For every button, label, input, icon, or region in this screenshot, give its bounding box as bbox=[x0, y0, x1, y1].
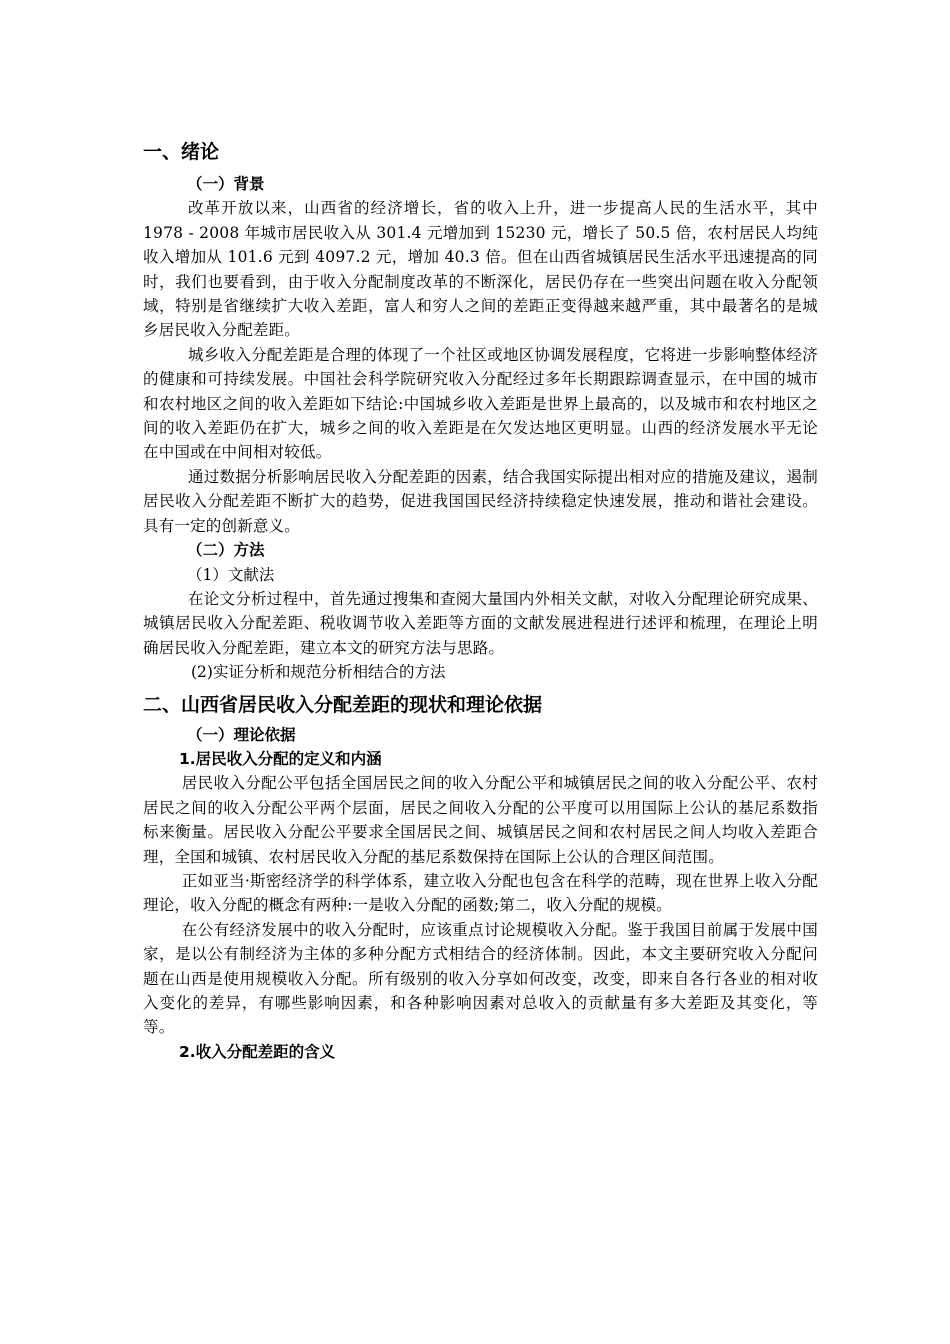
paragraph-background-1: 改革开放以来，山西省的经济增长，省的收入上升，进一步提高人民的生活水平，其中 1978 - 2008 年城市居民收入从 301.4 元增加到 15230 元，增长了 50.5 倍，农村居民人均纯收入增加从 101.6 元到 4097.2 元，增加 40.3 倍。但在山西省城镇居民生活水平迅速提高的同时，我们也要看到，由于收入分配制度改革的不断深化，居民仍存在一些突出问题在收入分配领域，特别是省继续扩大收入差距，富人和穷人之间的差距正变得越来越严重，其中最著名的是城乡居民收入分配差距。 bbox=[143, 199, 818, 340]
item-heading-gap-meaning: 2.收入分配差距的含义 bbox=[179, 1042, 336, 1061]
paragraph-theory-1: 居民收入分配公平包括全国居民之间的收入分配公平和城镇居民之间的收入分配公平、农村居民之间的收入分配公平两个层面，居民之间收入分配的公平度可以用国际上公认的基尼系数指标来衡量。居民收入分配公平要求全国居民之间、城镇居民之间和农村居民之间人均收入差距合理，全国和城镇、农村居民收入分配的基尼系数保持在国际上公认的合理区间范围。 bbox=[143, 774, 818, 866]
paragraph-background-3: 通过数据分析影响居民收入分配差距的因素，结合我国实际提出相对应的措施及建议，遏制居民收入分配差距不断扩大的趋势，促进我国国民经济持续稳定快速发展，推动和谐社会建设。具有一定的创新意义。 bbox=[143, 467, 818, 535]
section-heading-introduction: 一、绪论 bbox=[143, 141, 220, 163]
document-body bbox=[143, 138, 818, 1064]
section-heading-status-theory: 二、山西省居民收入分配差距的现状和理论依据 bbox=[143, 693, 543, 716]
paragraph-theory-2: 正如亚当·斯密经济学的科学体系，建立收入分配也包含在科学的范畴，现在世界上收入分配理论，收入分配的概念有两种:一是收入分配的函数;第二，收入分配的规模。 bbox=[143, 871, 818, 915]
paragraph-method-literature: 在论文分析过程中，首先通过搜集和查阅大量国内外相关文献，对收入分配理论研究成果、城镇居民收入分配差距、税收调节收入差距等方面的文献发展进程进行述评和梳理，在理论上明确居民收入分配差距，建立本文的研究方法与思路。 bbox=[143, 589, 818, 657]
paragraph-background-2: 城乡收入分配差距是合理的体现了一个社区或地区协调发展程度，它将进一步影响整体经济的健康和可持续发展。中国社会科学院研究收入分配经过多年长期跟踪调查显示，在中国的城市和农村地区之间的收入差距如下结论:中国城乡收入差距是世界上最高的，以及城市和农村地区之间的收入差距仍在扩大，城乡之间的收入差距是在欠发达地区更明显。山西的经济发展水平无论在中国或在中间相对较低。 bbox=[143, 345, 818, 462]
method-literature-label: （1）文献法 bbox=[187, 565, 275, 584]
paragraph-theory-3: 在公有经济发展中的收入分配时，应该重点讨论规模收入分配。鉴于我国目前属于发展中国家，是以公有制经济为主体的多种分配方式相结合的经济体制。因此，本文主要研究收入分配问题在山西是使用规模收入分配。所有级别的收入分享如何改变，改变，即来自各行各业的相对收入变化的差异，有哪些影响因素，和各种影响因素对总收入的贡献量有多大差距及其变化，等等。 bbox=[143, 920, 818, 1037]
item-heading-definition: 1.居民收入分配的定义和内涵 bbox=[179, 749, 382, 768]
subheading-background: （一）背景 bbox=[187, 175, 265, 193]
subheading-theory: （一）理论依据 bbox=[187, 725, 296, 744]
method-empirical-label: (2)实证分析和规范分析相结合的方法 bbox=[191, 663, 446, 682]
subheading-methods: （二）方法 bbox=[187, 541, 265, 560]
